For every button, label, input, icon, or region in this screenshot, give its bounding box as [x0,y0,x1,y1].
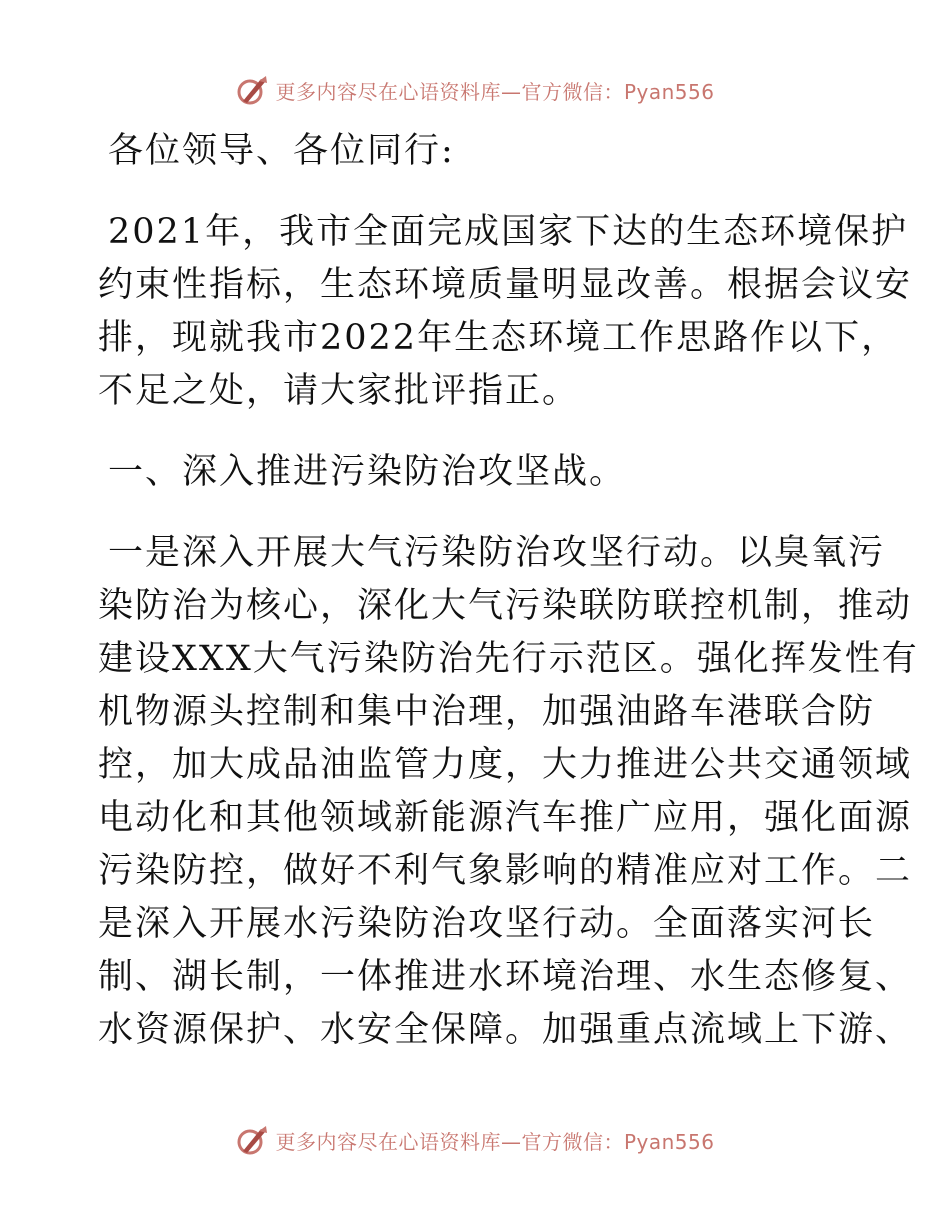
watermark-text: 更多内容尽在心语资料库—官方微信：Pyan556 [275,1129,715,1154]
text-line: 2021年，我市全面完成国家下达的生态环境保护 [108,212,909,252]
header-watermark-banner [0,70,950,110]
paragraph-body [98,527,919,1057]
text-line: 建设XXX大气污染防治先行示范区。强化挥发性有 [98,639,919,679]
text-line: 是深入开展水污染防治攻坚行动。全面落实河长 [98,904,876,944]
text-line: 电动化和其他领域新能源汽车推广应用，强化面源 [98,798,913,838]
heading-line: 一、深入推进污染防治攻坚战。 [108,452,627,492]
text-line: 染防治为核心，深化大气污染联防联控机制，推动 [98,586,913,626]
text-line: 控，加大成品油监管力度，大力推进公共交通领域 [98,745,913,785]
section-heading [98,446,858,499]
text-line: 排，现就我市2022年生态环境工作思路作以下， [98,318,899,358]
text-line: 机物源头控制和集中治理，加强油路车港联合防 [98,692,876,732]
text-line: 一是深入开展大气污染防治攻坚行动。以臭氧污 [108,533,886,573]
watermark-text: 更多内容尽在心语资料库—官方微信：Pyan556 [275,79,715,104]
text-line: 污染防控，做好不利气象影响的精准应对工作。二 [98,851,913,891]
footer-watermark-banner [0,1120,950,1160]
text-line: 制、湖长制，一体推进水环境治理、水生态修复、 [98,957,913,997]
text-line: 约束性指标，生态环境质量明显改善。根据会议安 [98,265,913,305]
quill-pen-logo-icon [235,73,269,107]
salutation: 各位领导、各位同行: [108,131,455,171]
document-body [98,125,919,1057]
paragraph-intro [98,206,913,418]
quill-pen-logo-icon [235,1123,269,1157]
text-line: 水资源保护、水安全保障。加强重点流域上下游、 [98,1010,913,1050]
text-line: 不足之处，请大家批评指正。 [98,371,580,411]
